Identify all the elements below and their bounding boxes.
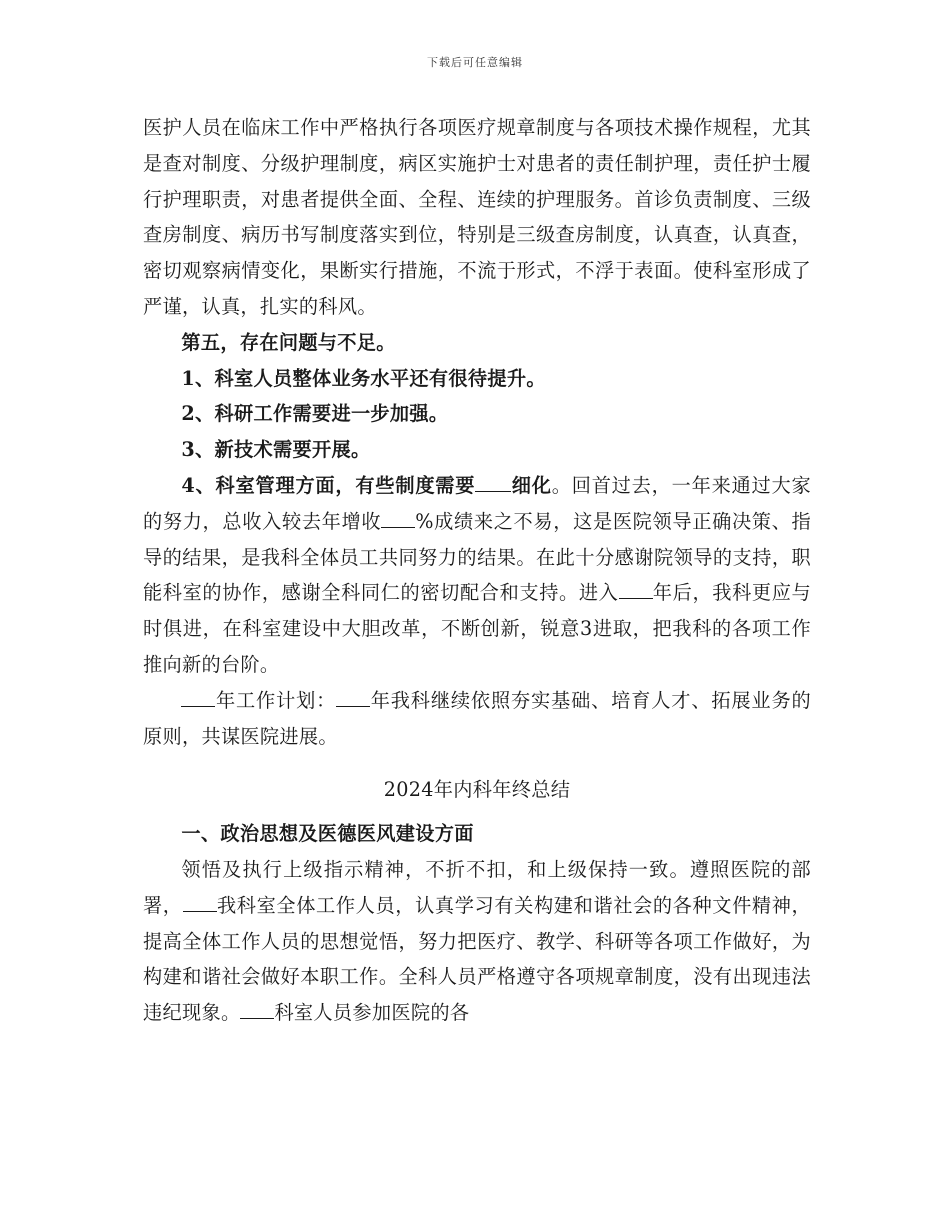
section-one-heading: 一、政治思想及医德医风建设方面 xyxy=(181,822,474,846)
politics-text-cont: 我科室全体工作人员，认真学习有关构建和谐社会的各种文件精神，提高全体工作人员的思想觉悟，努力把医疗、教学、科研等各项工作做好，为构建和谐社会做好本职工作。全科人员严格遵守各项规章制度，没有出现违法违纪现象。 xyxy=(143,893,811,1025)
blank-underline xyxy=(381,507,415,528)
document-title: 2024年内科年终总结 xyxy=(383,778,571,802)
problem-item-4-paragraph xyxy=(143,468,811,683)
problem-item-4-label: 4、科室管理方面，有些制度需要 xyxy=(181,473,476,497)
section-five-heading: 第五，存在问题与不足。 xyxy=(181,330,396,354)
blank-underline xyxy=(183,891,217,912)
problem-item-2: 2、科研工作需要进一步加强。 xyxy=(181,402,449,426)
review-text: 。回首过去，一年来通过大家的努力，总收入较去年增收 xyxy=(143,473,811,533)
paragraph-politics xyxy=(143,852,811,1031)
blank-underline xyxy=(181,686,215,707)
work-plan-label: 年工作计划： xyxy=(215,688,337,712)
blank-underline xyxy=(475,471,511,492)
blank-underline xyxy=(619,578,653,599)
problem-item-3: 3、新技术需要开展。 xyxy=(181,438,371,462)
problem-item-4-refine: 细化 xyxy=(511,473,552,497)
politics-text: 领悟及执行上级指示精神，不折不扣，和上级保持一致。遵照医院的部署， xyxy=(143,857,811,917)
review-text-cont: %成绩来之不易，这是医院领导正确决策、指导的结果，是我科全体员工共同努力的结果。在此十分感谢院领导的支持，职能科室的协作，感谢全科同仁的密切配合和支持。进入 xyxy=(143,509,811,605)
paragraph-rules: 医护人员在临床工作中严格执行各项医疗规章制度与各项技术操作规程，尤其是查对制度、分级护理制度，病区实施护士对患者的责任制护理，责任护士履行护理职责，对患者提供全面、全程、连续的护理服务。首诊负责制度、三级查房制度、病历书写制度落实到位，特别是三级查房制度，认真查，认真查，密切观察病情变化，果断实行措施，不流于形式，不浮于表面。使科室形成了严谨，认真，扎实的科风。 xyxy=(143,116,811,318)
blank-underline xyxy=(240,998,274,1019)
page-header: 下载后可任意编辑 xyxy=(427,56,523,69)
problem-item-1: 1、科室人员整体业务水平还有很待提升。 xyxy=(181,366,546,390)
work-plan-paragraph xyxy=(143,683,811,755)
review-text-end: 年后，我科更应与时俱进，在科室建设中大胆改革，不断创新，锐意3进取，把我科的各项工作推向新的台阶。 xyxy=(143,581,811,676)
document-body xyxy=(143,110,811,1031)
blank-underline xyxy=(336,686,370,707)
politics-text-end: 科室人员参加医院的各 xyxy=(274,1001,470,1025)
work-plan-text: 年我科继续依照夯实基础、培育人才、拓展业务的原则，共谋医院进展。 xyxy=(143,688,811,748)
